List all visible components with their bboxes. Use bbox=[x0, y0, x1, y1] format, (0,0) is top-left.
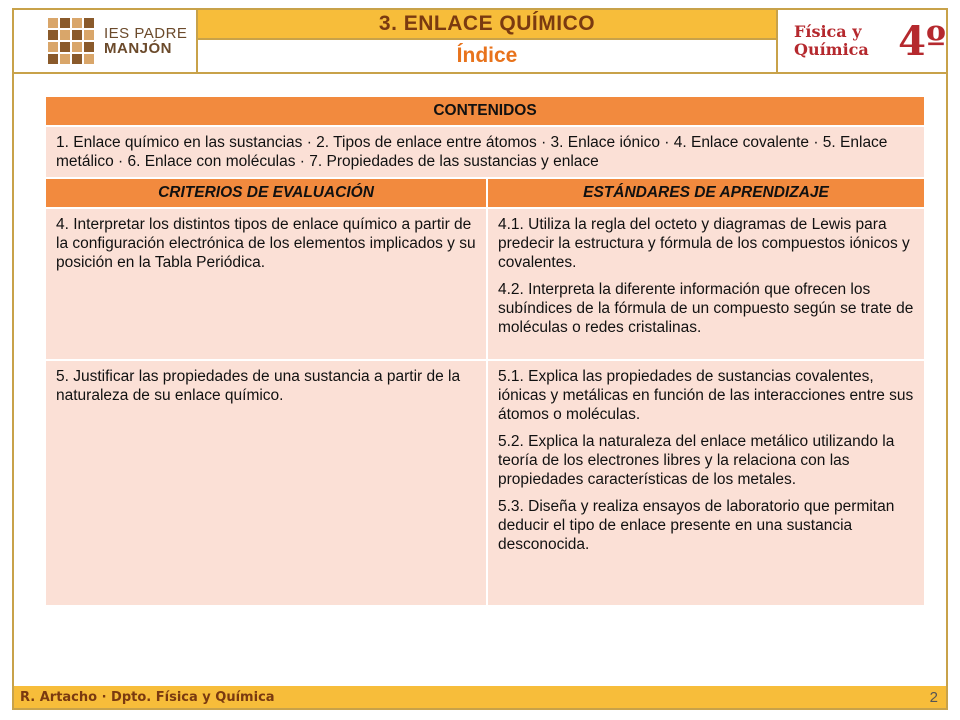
standards-cell bbox=[487, 360, 925, 606]
subject-badge bbox=[776, 10, 946, 72]
title-band bbox=[198, 10, 776, 40]
standard-text: 5.1. Explica las propiedades de sustancias covalentes, iónicas y metálicas en función de las interacciones entre sus átomos o moléculas. bbox=[498, 368, 914, 423]
school-logo bbox=[14, 10, 198, 72]
course-level: 4º bbox=[898, 17, 946, 65]
criterion-text: 4. Interpretar los distintos tipos de enlace químico a partir de la configuración electrónica de los elementos implicados y su posición en la Tabla Periódica. bbox=[56, 216, 476, 271]
standards-heading: ESTÁNDARES DE APRENDIZAJE bbox=[487, 178, 925, 208]
slide-subtitle: Índice bbox=[456, 44, 518, 67]
criterion-text: 5. Justificar las propiedades de una sustancia a partir de la naturaleza de su enlace químico. bbox=[56, 368, 461, 404]
slide-footer bbox=[14, 686, 946, 708]
slide-header bbox=[14, 10, 946, 72]
contents-text: 1. Enlace químico en las sustancias · 2. Tipos de enlace entre átomos · 3. Enlace iónico · 4. Enlace covalente · 5. Enlace metálico · 6. Enlace con moléculas · 7. Propiedades de las sustancias y enlace bbox=[45, 126, 925, 178]
logo-mark-icon bbox=[48, 18, 94, 64]
logo-line1: IES PADRE bbox=[104, 25, 188, 42]
criteria-heading: CRITERIOS DE EVALUACIÓN bbox=[45, 178, 487, 208]
standard-text: 4.2. Interpreta la diferente información que ofrecen los subíndices de la fórmula de un compuesto según se trate de moléculas o redes cristalinas. bbox=[498, 281, 914, 336]
subtitle-band bbox=[198, 40, 776, 72]
table-row bbox=[45, 208, 925, 360]
page-number: 2 bbox=[929, 688, 938, 706]
logo-line2: MANJÓN bbox=[104, 40, 173, 57]
standard-text: 5.3. Diseña y realiza ensayos de laboratorio que permitan deducir el tipo de enlace presente en una sustancia desconocida. bbox=[498, 498, 895, 553]
contents-heading: CONTENIDOS bbox=[45, 96, 925, 126]
standard-text: 5.2. Explica la naturaleza del enlace metálico utilizando la teoría de los electrones libres y la relaciona con las propiedades características de los metales. bbox=[498, 433, 895, 488]
criterion-cell bbox=[45, 360, 487, 606]
standard-text: 4.1. Utiliza la regla del octeto y diagramas de Lewis para predecir la estructura y fórmula de los compuestos iónicos y covalentes. bbox=[498, 216, 910, 271]
table-row bbox=[45, 360, 925, 606]
criterion-cell bbox=[45, 208, 487, 360]
syllabus-table bbox=[44, 95, 926, 607]
slide-title: 3. ENLACE QUÍMICO bbox=[378, 12, 596, 35]
standards-cell bbox=[487, 208, 925, 360]
logo-text bbox=[104, 26, 187, 56]
header-divider bbox=[14, 72, 946, 74]
subject-name: Física y Química bbox=[794, 21, 869, 59]
footer-author: R. Artacho · Dpto. Física y Química bbox=[20, 689, 275, 705]
